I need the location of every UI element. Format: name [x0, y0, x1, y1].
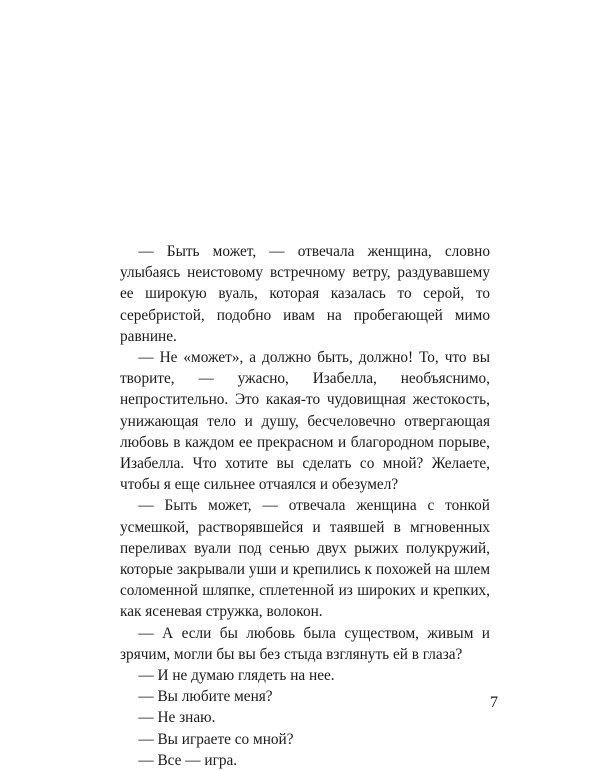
- paragraph: — Не «может», а должно быть, должно! То, что вы творите, — ужасно, Изабелла, необъяснимо, непростительно. Это какая-то чудовищная жестокость, унижающая тело и душу, бесчеловечно отвергающая любовь в каждом ее прекрасном и благородном порыве, Изабелла. Что хотите вы сделать со мной? Желаете, чтобы я еще сильнее отчаялся и обезумел?: [120, 349, 490, 494]
- paragraph: — Быть может, — отвечала женщина, словно улыбаясь неистовому встречному ветру, раздувавшему ее широкую вуаль, которая казалась то серой, то серебристой, подобно ивам на пробегающей мимо равнине.: [120, 243, 490, 345]
- paragraph: — Не знаю.: [138, 709, 216, 727]
- paragraph: — И не думаю глядеть на нее.: [138, 667, 335, 685]
- paragraph: — Все — игра.: [138, 751, 238, 769]
- paragraph: — Вы играете со мной?: [138, 730, 294, 748]
- paragraph: — Вы любите меня?: [138, 688, 273, 706]
- page-number: 7: [490, 694, 498, 711]
- body-text: [120, 241, 490, 771]
- paragraph: — Быть может, — отвечала женщина с тонкой усмешкой, растворявшейся и таявшей в мгновенных переливах вуали под сенью двух рыжих полукружий, которые закрывали уши и крепились к похожей на шлем соломенной шляпке, сплетенной из широких и крепких, как ясеневая стружка, волокон.: [120, 497, 490, 621]
- paragraph: — А если бы любовь была существом, живым и зрячим, могли бы вы без стыда взглянуть ей в глаза?: [120, 624, 490, 663]
